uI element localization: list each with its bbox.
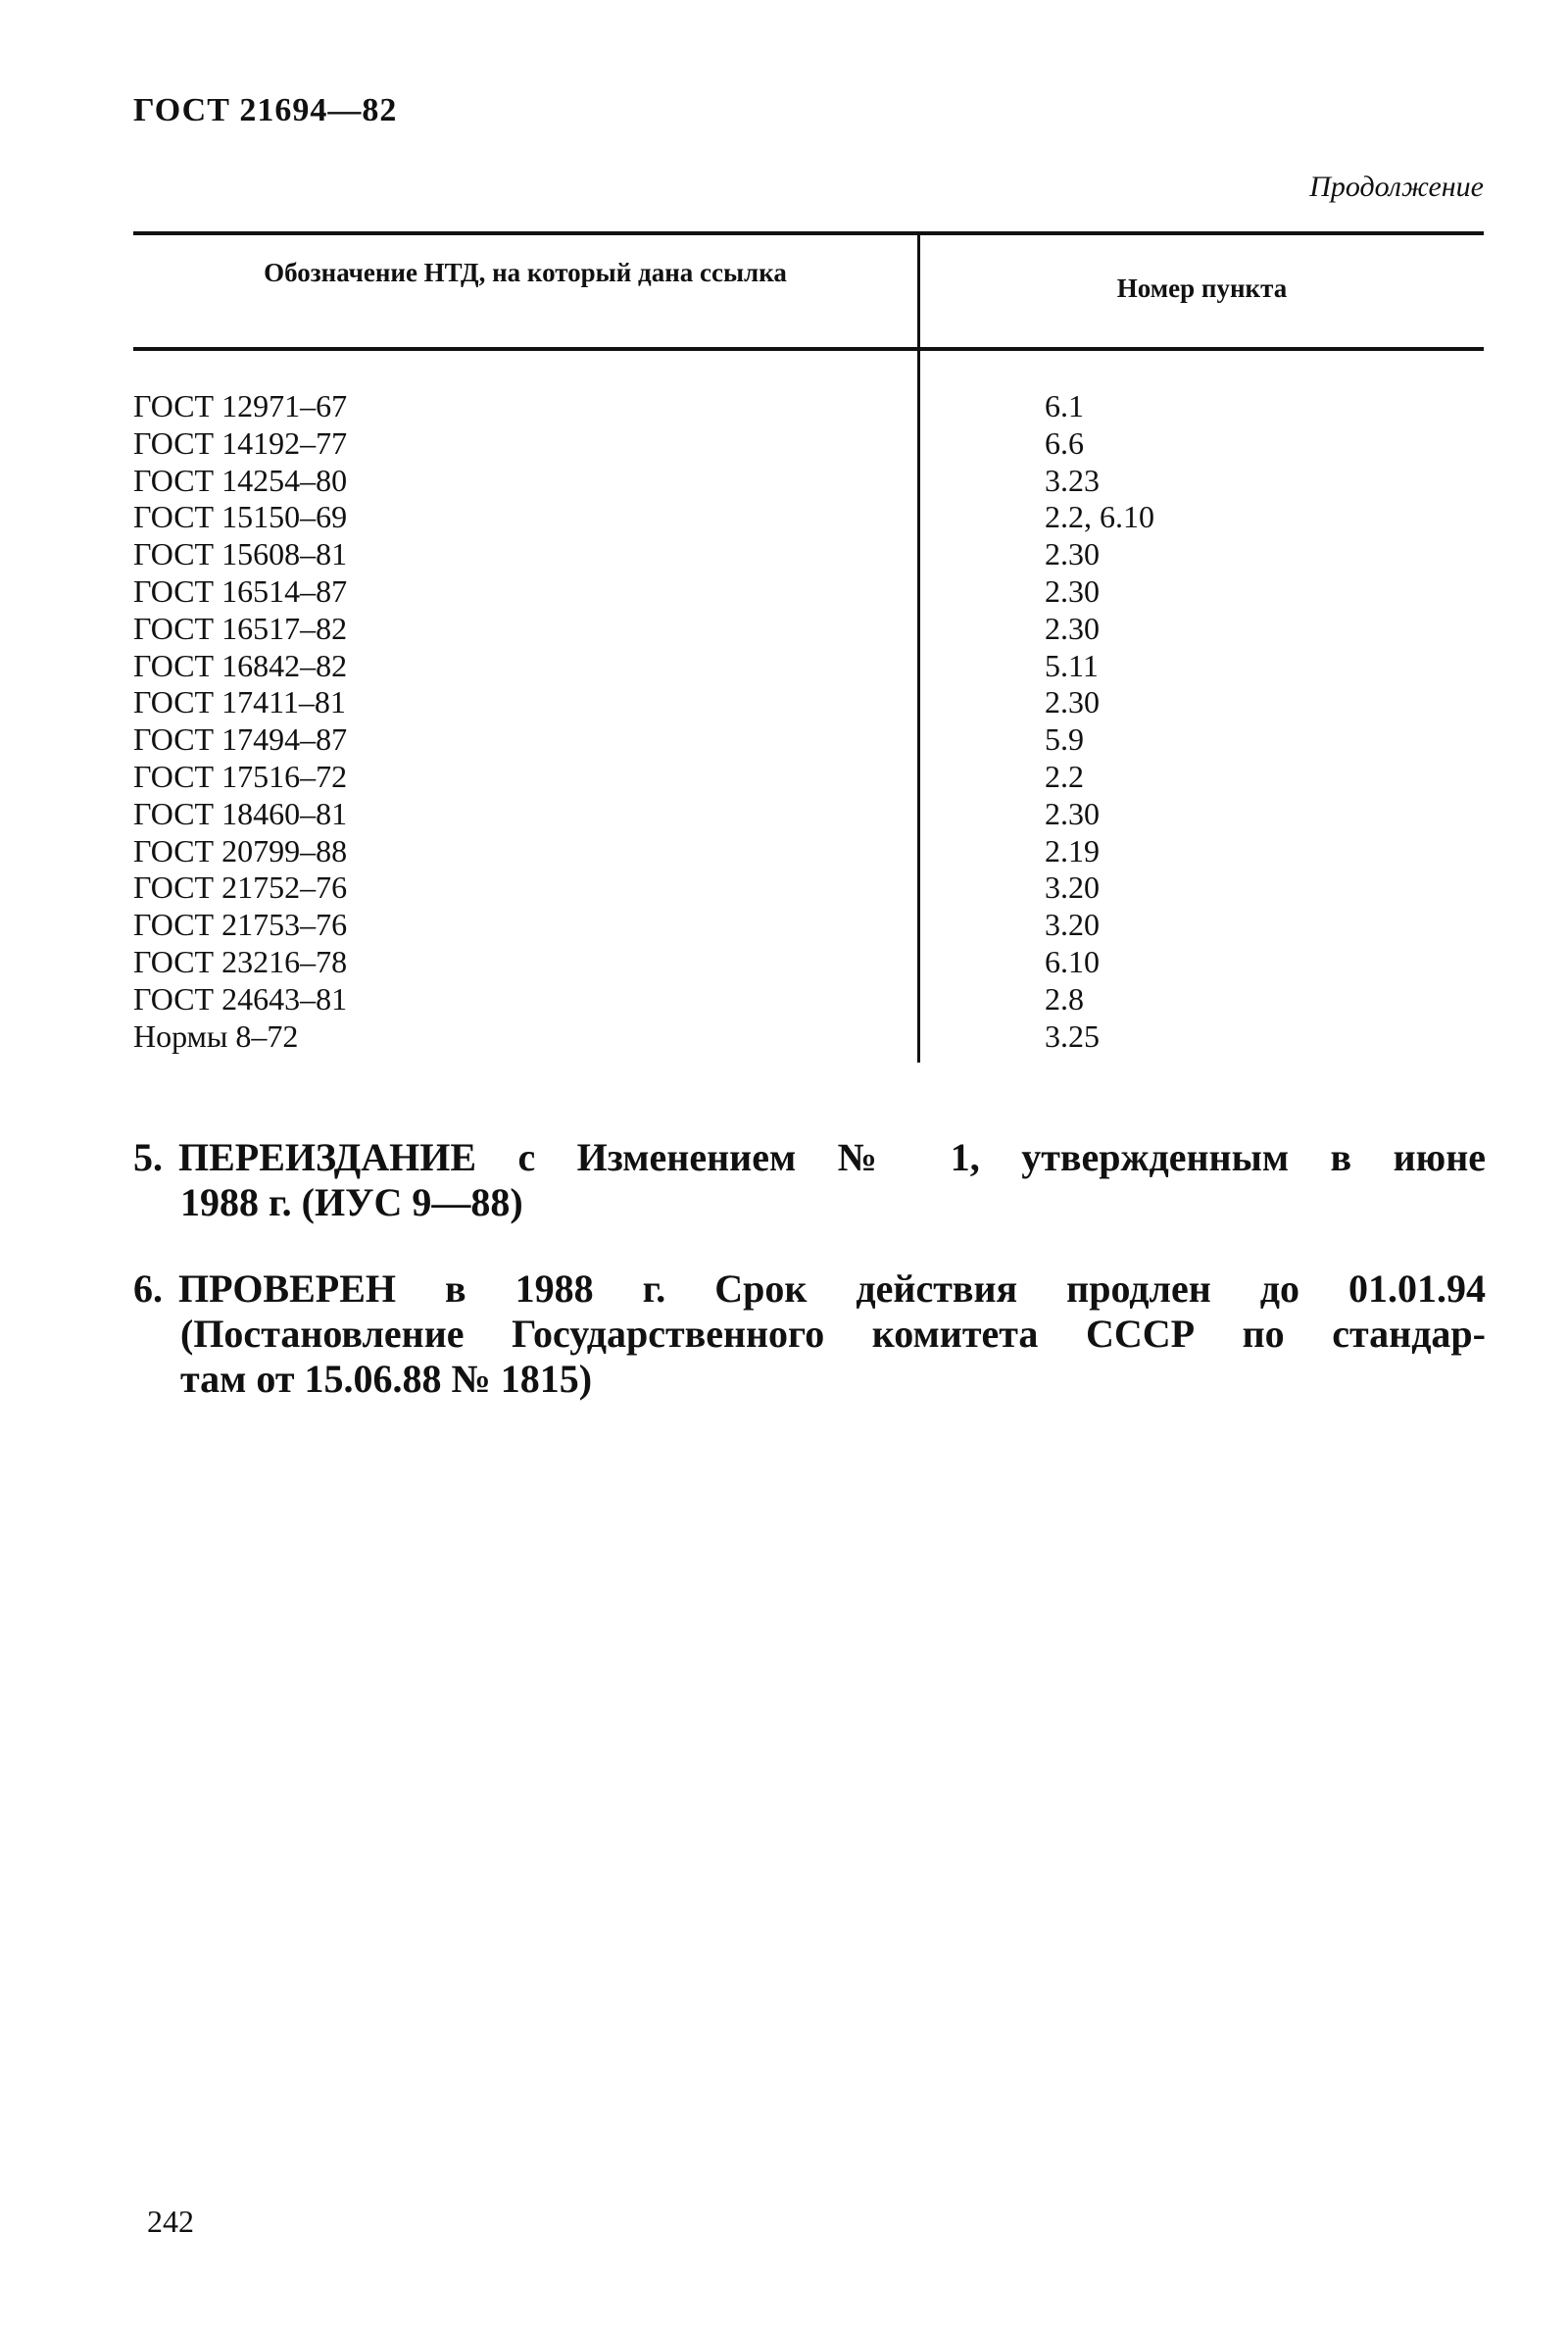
- note-reissue-line-2: 1988 г. (ИУС 9—88): [180, 1180, 523, 1224]
- item-cell: 2.30: [1045, 795, 1100, 831]
- table-row: [133, 499, 1484, 536]
- reference-cell: ГОСТ 15608–81: [133, 536, 348, 572]
- table-row: [133, 833, 1484, 870]
- reference-cell: Нормы 8–72: [133, 1017, 299, 1054]
- item-cell: 2.30: [1045, 536, 1100, 572]
- reference-cell: ГОСТ 24643–81: [133, 980, 348, 1017]
- table-row: [133, 796, 1484, 833]
- table-row: [133, 1018, 1484, 1056]
- item-cell: 3.25: [1045, 1017, 1100, 1054]
- reference-cell: ГОСТ 17516–72: [133, 758, 348, 794]
- continuation-label: Продолжение: [1309, 171, 1484, 203]
- reference-cell: ГОСТ 12971–67: [133, 388, 348, 423]
- table-header-rule: [133, 347, 1484, 351]
- table-row: [133, 759, 1484, 796]
- reference-cell: ГОСТ 15150–69: [133, 499, 348, 535]
- reference-cell: ГОСТ 21753–76: [133, 907, 348, 943]
- reference-cell: ГОСТ 18460–81: [133, 795, 348, 831]
- reference-cell: ГОСТ 14254–80: [133, 462, 348, 498]
- reference-cell: ГОСТ 16517–82: [133, 610, 348, 646]
- item-cell: 5.11: [1045, 647, 1099, 683]
- page-number: 242: [147, 2204, 194, 2239]
- note-number: 5.: [133, 1135, 163, 1179]
- references-table: [133, 231, 1484, 1065]
- table-row: [133, 981, 1484, 1018]
- item-cell: 5.9: [1045, 721, 1084, 758]
- table-row: [133, 721, 1484, 759]
- reference-cell: ГОСТ 17494–87: [133, 721, 348, 758]
- table-row: [133, 463, 1484, 500]
- table-row: [133, 944, 1484, 981]
- table-row: [133, 573, 1484, 611]
- note-text: ПЕРЕИЗДАНИЕ с Изменением № 1, утвержденным в июне: [178, 1135, 1486, 1179]
- item-cell: 6.10: [1045, 943, 1100, 979]
- item-cell: 6.1: [1045, 388, 1084, 423]
- reference-cell: ГОСТ 21752–76: [133, 869, 348, 906]
- item-cell: 3.20: [1045, 907, 1100, 943]
- header-reference: Обозначение НТД, на который дана ссылка: [264, 258, 787, 287]
- item-cell: 3.20: [1045, 869, 1100, 906]
- table-row: [133, 869, 1484, 907]
- item-cell: 2.2: [1045, 758, 1084, 794]
- table-row: [133, 536, 1484, 573]
- table-top-rule: [133, 231, 1484, 235]
- table-row: [133, 425, 1484, 463]
- table-row: [133, 611, 1484, 648]
- note-checked: [133, 1266, 1486, 1402]
- item-cell: 2.30: [1045, 684, 1100, 720]
- note-reissue: [133, 1135, 1486, 1225]
- table-row: [133, 388, 1484, 425]
- note-number: 6.: [133, 1266, 163, 1311]
- reference-cell: ГОСТ 16842–82: [133, 647, 348, 683]
- item-cell: 2.30: [1045, 610, 1100, 646]
- reference-cell: ГОСТ 23216–78: [133, 943, 348, 979]
- reference-cell: ГОСТ 14192–77: [133, 424, 348, 461]
- item-cell: 2.8: [1045, 980, 1084, 1017]
- note-checked-line-2: (Постановление Государственного комитета СССР по стандар-: [180, 1312, 1486, 1356]
- table-row: [133, 907, 1484, 944]
- note-text: ПРОВЕРЕН в 1988 г. Срок действия продлен до 01.01.94: [178, 1266, 1486, 1311]
- item-cell: 2.30: [1045, 572, 1100, 609]
- item-cell: 3.23: [1045, 462, 1100, 498]
- reference-cell: ГОСТ 16514–87: [133, 572, 348, 609]
- table-row: [133, 684, 1484, 721]
- table-body: [133, 388, 1484, 1055]
- item-cell: 2.19: [1045, 832, 1100, 868]
- item-cell: 2.2, 6.10: [1045, 499, 1154, 535]
- reference-cell: ГОСТ 17411–81: [133, 684, 346, 720]
- note-reissue-line-1: [133, 1135, 1486, 1180]
- reference-cell: ГОСТ 20799–88: [133, 832, 348, 868]
- header-item-number: Номер пункта: [1116, 273, 1288, 303]
- note-checked-line-3: там от 15.06.88 № 1815): [180, 1357, 593, 1401]
- item-cell: 6.6: [1045, 424, 1084, 461]
- note-checked-line-1: [133, 1266, 1486, 1312]
- document-id: ГОСТ 21694—82: [133, 92, 398, 128]
- table-row: [133, 648, 1484, 685]
